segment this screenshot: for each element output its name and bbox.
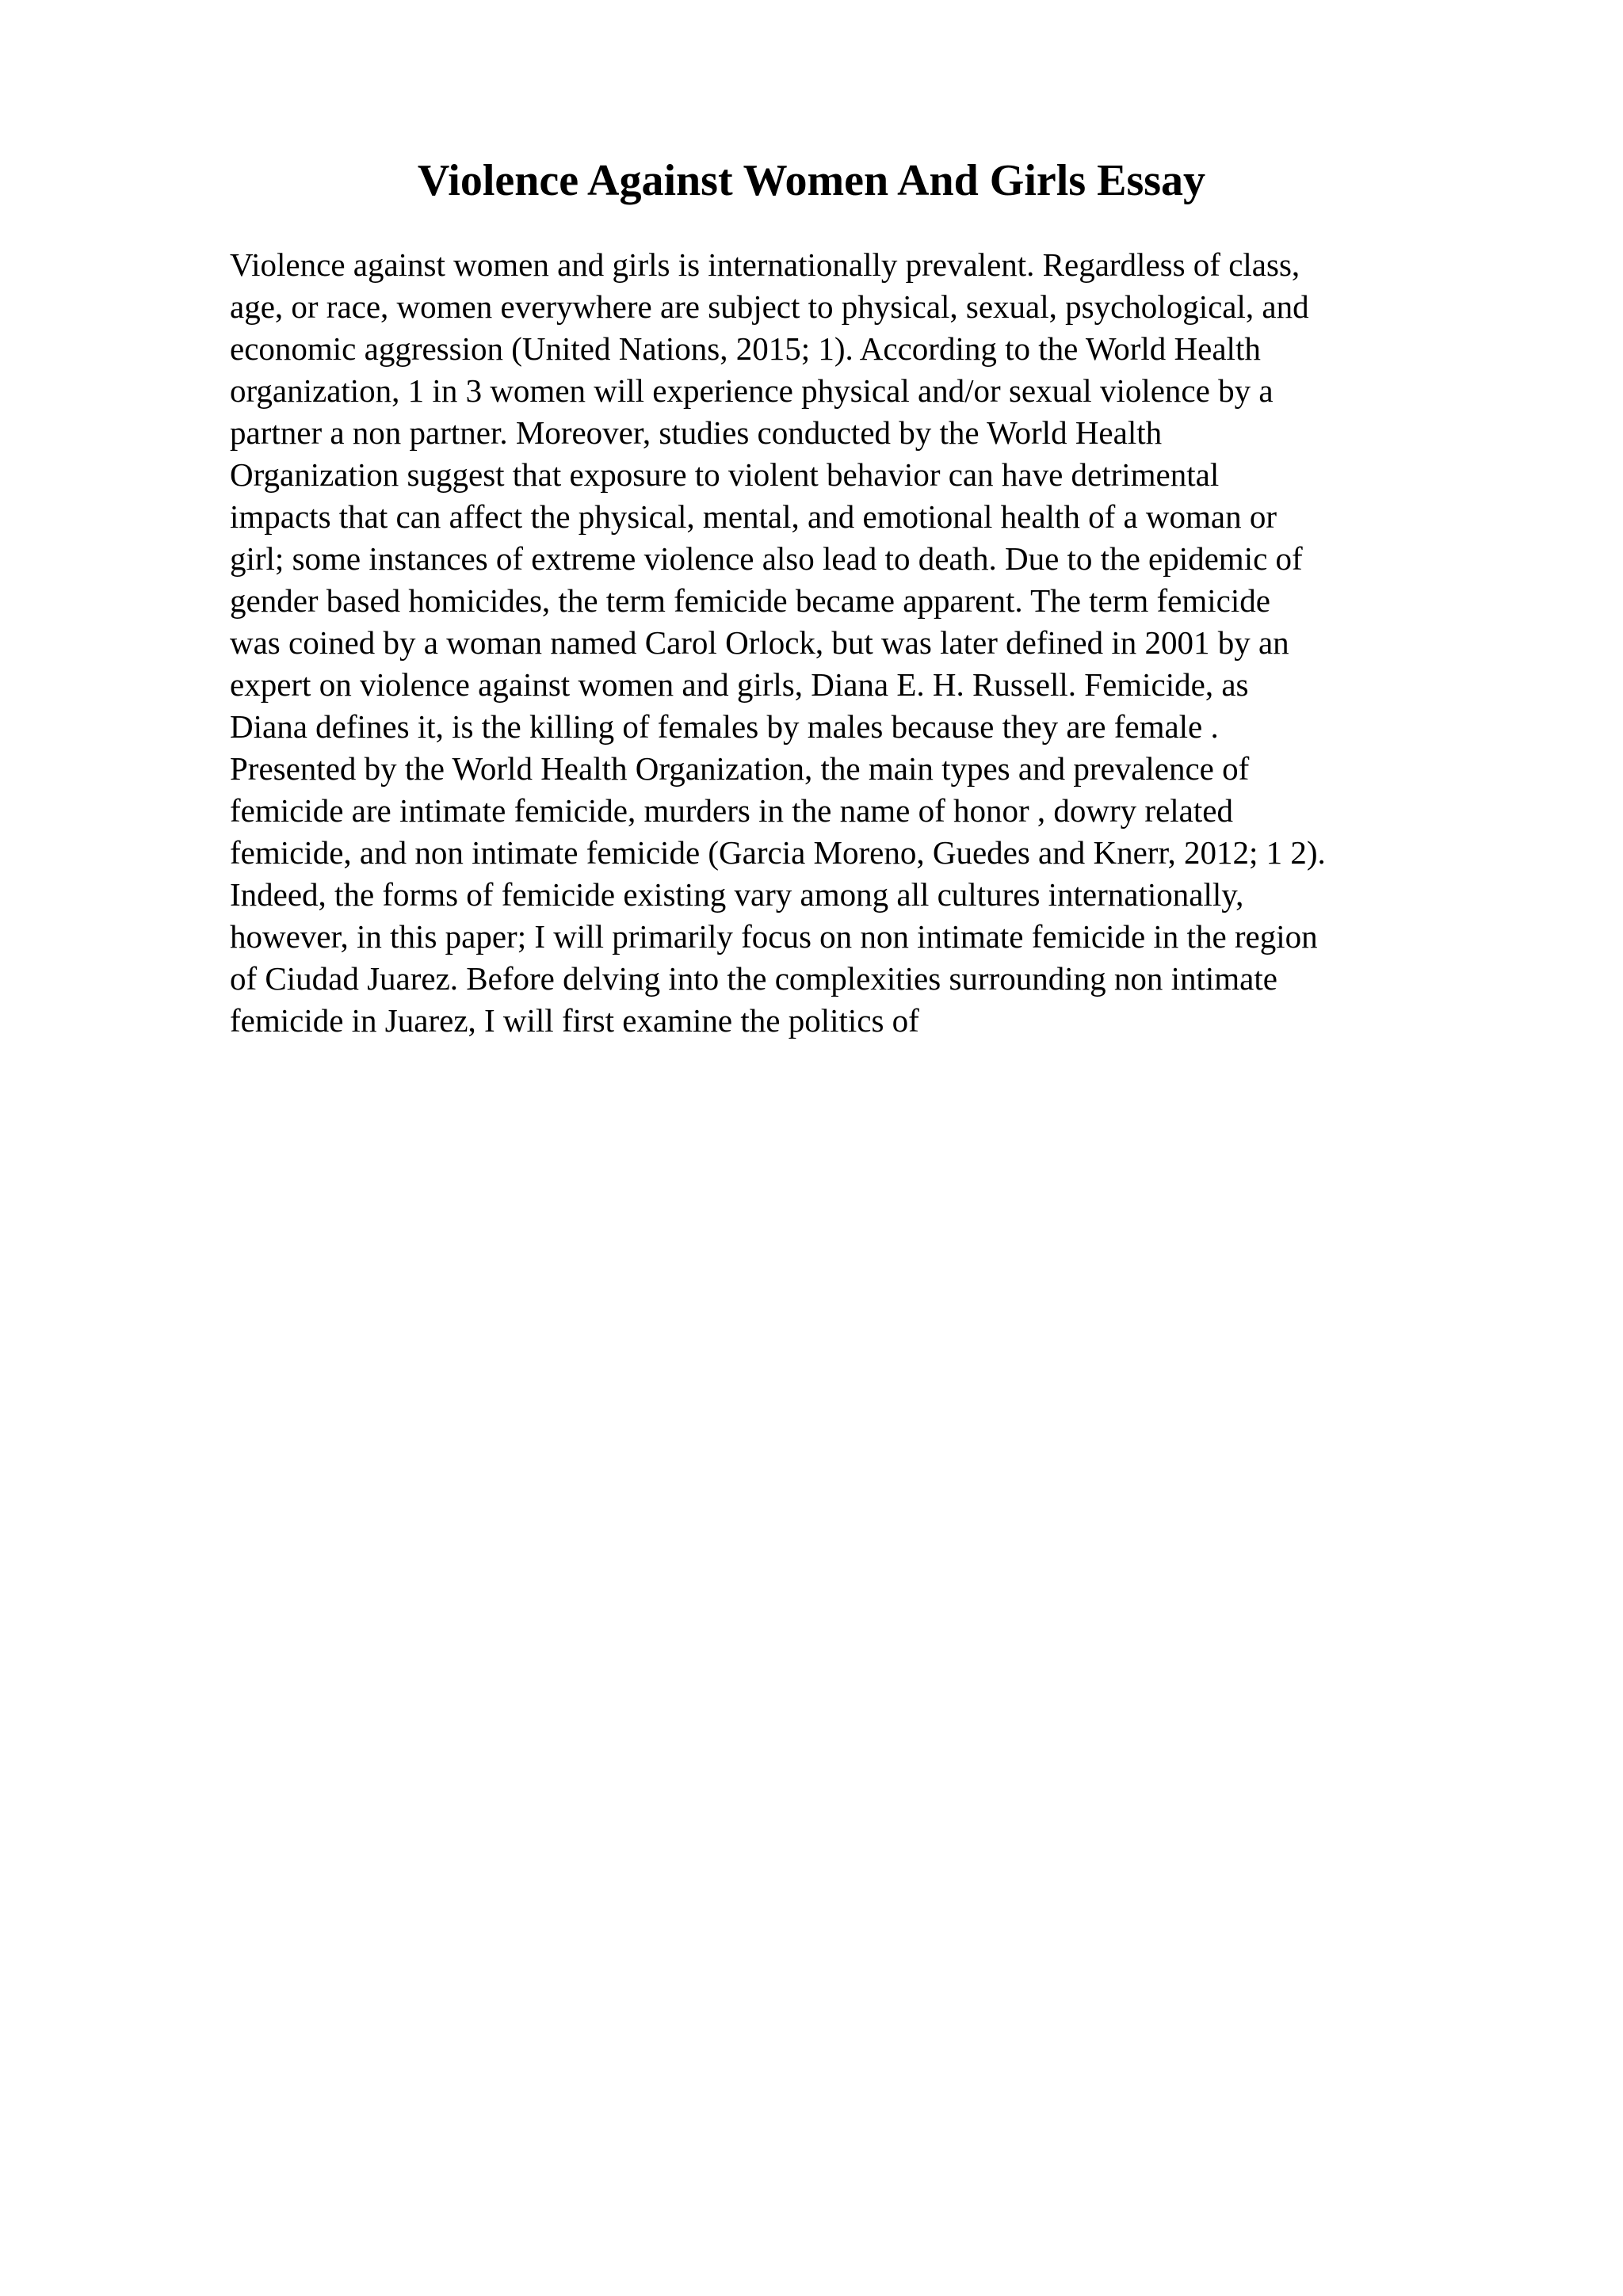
body-line: femicide in Juarez, I will first examine the politics of xyxy=(230,1002,919,1039)
document-body xyxy=(230,244,1498,1042)
body-line: however, in this paper; I will primarily focus on non intimate femicide in the region xyxy=(230,918,1318,955)
body-line: femicide are intimate femicide, murders in the name of honor , dowry related xyxy=(230,792,1233,829)
body-line: expert on violence against women and girls, Diana E. H. Russell. Femicide, as xyxy=(230,666,1249,703)
body-line: Indeed, the forms of femicide existing vary among all cultures internationally, xyxy=(230,876,1244,913)
body-line: economic aggression (United Nations, 2015; 1). According to the World Health xyxy=(230,330,1261,367)
body-line: age, or race, women everywhere are subject to physical, sexual, psychological, and xyxy=(230,288,1309,325)
body-line: gender based homicides, the term femicide became apparent. The term femicide xyxy=(230,582,1270,619)
body-line: femicide, and non intimate femicide (Garcia Moreno, Guedes and Knerr, 2012; 1 2). xyxy=(230,834,1326,871)
body-line: of Ciudad Juarez. Before delving into the complexities surrounding non intimate xyxy=(230,960,1277,997)
body-line: Organization suggest that exposure to violent behavior can have detrimental xyxy=(230,456,1220,493)
body-line: organization, 1 in 3 women will experience physical and/or sexual violence by a xyxy=(230,372,1274,409)
body-line: was coined by a woman named Carol Orlock, but was later defined in 2001 by an xyxy=(230,624,1289,661)
body-line: partner a non partner. Moreover, studies conducted by the World Health xyxy=(230,414,1163,451)
body-line: Presented by the World Health Organization, the main types and prevalence of xyxy=(230,750,1250,787)
body-line: Diana defines it, is the killing of females by males because they are female . xyxy=(230,708,1219,745)
document-title: Violence Against Women And Girls Essay xyxy=(417,156,1206,205)
body-line: girl; some instances of extreme violence also lead to death. Due to the epidemic of xyxy=(230,540,1303,577)
body-line: impacts that can affect the physical, mental, and emotional health of a woman or xyxy=(230,498,1277,535)
body-line: Violence against women and girls is internationally prevalent. Regardless of class, xyxy=(230,246,1300,283)
